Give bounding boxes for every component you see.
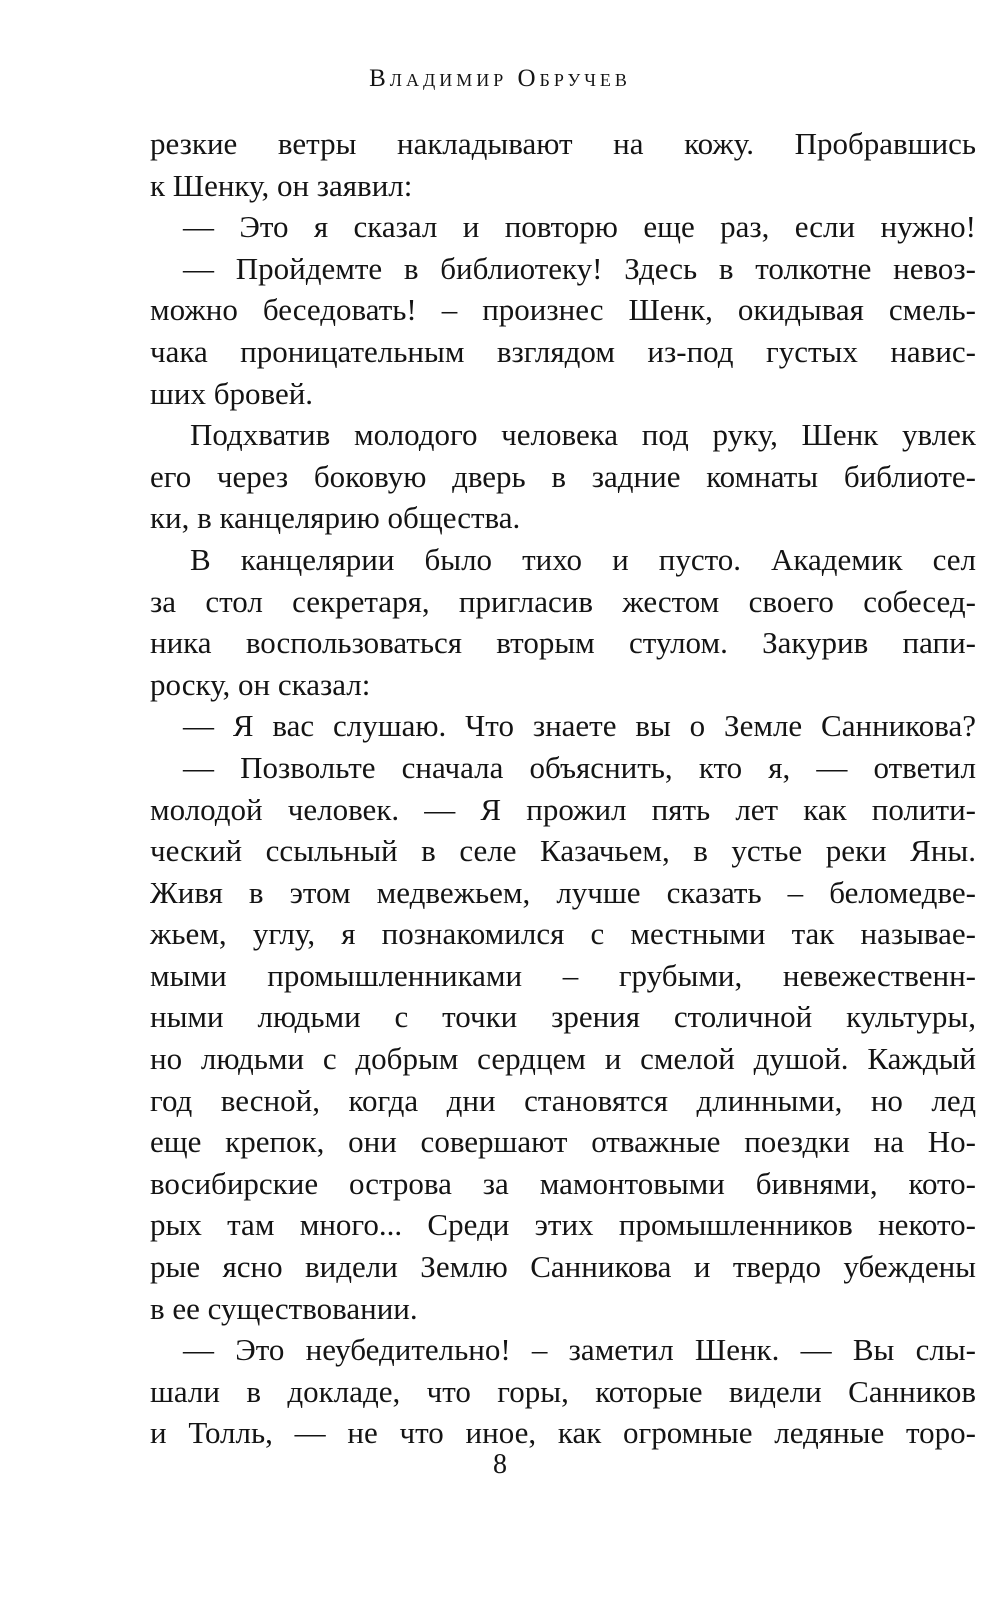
text-line: ших бровей.	[150, 375, 314, 411]
text-line: — Пройдемте в библиотеку! Здесь в толкотне невоз-	[183, 250, 976, 286]
text-line: рые ясно видели Землю Санникова и твердо убеждены	[150, 1249, 976, 1285]
text-line: в ее существовании.	[150, 1290, 418, 1326]
text-line: — Это я сказал и повторю еще раз, если нужно!	[183, 209, 976, 245]
text-line: шали в докладе, что горы, которые видели Санников	[150, 1373, 976, 1409]
text-line: Подхватив молодого человека под руку, Шенк увлек	[190, 417, 976, 453]
text-line: В канцелярии было тихо и пусто. Академик сел	[190, 541, 976, 577]
text-line: ки, в канцелярию общества.	[150, 500, 521, 536]
text-line: — Это неубедительно! – заметил Шенк. — Вы слы-	[183, 1332, 976, 1368]
text-line: его через боковую дверь в задние комнаты библиоте-	[150, 458, 976, 494]
text-line: ческий ссыльный в селе Казачьем, в устье реки Яны.	[150, 833, 976, 869]
text-line: — Я вас слушаю. Что знаете вы о Земле Санникова?	[183, 708, 976, 744]
text-line: можно беседовать! – произнес Шенк, окидывая смель-	[150, 292, 976, 328]
text-line: восибирские острова за мамонтовыми бивнями, кото-	[150, 1165, 976, 1201]
page-number: 8	[493, 1449, 507, 1480]
text-line: чака проницательным взглядом из-под густых навис-	[150, 333, 976, 369]
text-line: и Толль, — не что иное, как огромные ледяные торо-	[150, 1415, 976, 1451]
text-line: ника воспользоваться вторым стулом. Закурив папи-	[150, 625, 976, 661]
text-line: к Шенку, он заявил:	[150, 167, 413, 203]
text-line: за стол секретаря, пригласив жестом своего собесед-	[150, 583, 976, 619]
text-line: роску, он сказал:	[150, 666, 371, 702]
text-line: ными людьми с точки зрения столичной культуры,	[150, 999, 976, 1035]
text-line: мыми промышленниками – грубыми, невежественн-	[150, 957, 976, 993]
text-line: год весной, когда дни становятся длинными, но лед	[150, 1082, 976, 1118]
text-line: жьем, углу, я познакомился с местными так называе-	[150, 916, 976, 952]
text-line: еще крепок, они совершают отважные поездки на Но-	[150, 1124, 976, 1160]
text-line: — Позвольте сначала объяснить, кто я, — ответил	[183, 749, 976, 785]
text-line: резкие ветры накладывают на кожу. Пробравшись	[150, 126, 976, 161]
text-line: Живя в этом медвежьем, лучше сказать – беломедве-	[150, 874, 976, 910]
body-text	[150, 123, 976, 1454]
text-line: но людьми с добрым сердцем и смелой душой. Каждый	[150, 1041, 976, 1077]
text-line: рых там много... Среди этих промышленников некото-	[150, 1207, 976, 1243]
text-line: молодой человек. — Я прожил пять лет как полити-	[150, 791, 976, 827]
running-head: Владимир Обручев	[369, 65, 631, 92]
